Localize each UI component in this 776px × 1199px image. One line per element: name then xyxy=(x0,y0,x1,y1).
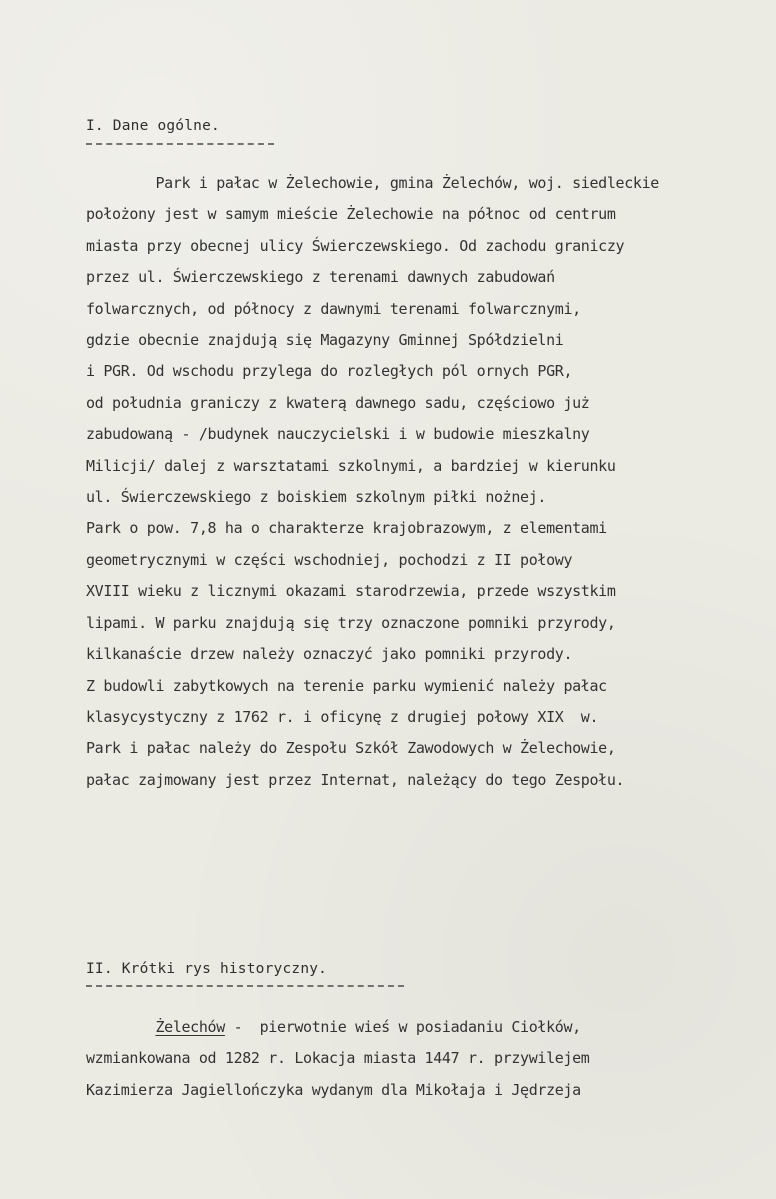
text-line: pałac zajmowany jest przez Internat, należący do tego Zespołu. xyxy=(86,770,625,789)
text-line: wzmiankowana od 1282 r. Lokacja miasta 1447 r. przywilejem xyxy=(86,1049,590,1068)
text-line: zabudowaną - /budynek nauczycielski i w budowie mieszkalny xyxy=(86,425,590,444)
text-line: od południa graniczy z kwaterą dawnego sadu, częściowo już xyxy=(86,393,590,412)
text-line xyxy=(86,1012,776,1043)
text-line: i PGR. Od wschodu przylega do rozległych pól ornych PGR, xyxy=(86,362,573,381)
text-line: kilkanaście drzew należy oznaczyć jako pomniki przyrody. xyxy=(86,645,573,664)
text-line: klasycystyczny z 1762 r. i oficynę z drugiej połowy XIX w. xyxy=(86,707,599,726)
text-line: Kazimierza Jagiellończyka wydanym dla Mikołaja i Jędrzeja xyxy=(86,1080,581,1099)
text-line: Park i pałac w Żelechowie, gmina Żelechów, woj. siedleckie xyxy=(86,174,659,192)
text-line: Z budowli zabytkowych na terenie parku wymienić należy pałac xyxy=(86,676,607,695)
text-line: lipami. W parku znajdują się trzy oznaczone pomniki przyrody, xyxy=(86,613,616,632)
heading-underline xyxy=(86,143,274,145)
text-line: Park i pałac należy do Zespołu Szkół Zawodowych w Żelechowie, xyxy=(86,739,616,758)
text-line: położony jest w samym mieście Żelechowie na północ od centrum xyxy=(86,205,616,224)
text-line: przez ul. Świerczewskiego z terenami dawnych zabudowań xyxy=(86,268,555,287)
history-paragraph xyxy=(86,1012,776,1106)
section-heading-history: II. Krótki rys historyczny. xyxy=(86,961,328,977)
text-line: Park o pow. 7,8 ha o charakterze krajobrazowym, z elementami xyxy=(86,519,607,538)
text-line: folwarcznych, od północy z dawnymi terenami folwarcznymi, xyxy=(86,299,581,318)
text-line: gdzie obecnie znajdują się Magazyny Gminnej Spółdzielni xyxy=(86,331,564,350)
text-fragment: - pierwotnie wieś w posiadaniu Ciołków, xyxy=(224,1018,581,1036)
text-line: miasta przy obecnej ulicy Świerczewskiego. Od zachodu graniczy xyxy=(86,236,625,255)
heading-underline xyxy=(86,985,404,987)
text-line: geometrycznymi w części wschodniej, pochodzi z II połowy xyxy=(86,550,573,569)
text-line: ul. Świerczewskiego z boiskiem szkolnym piłki nożnej. xyxy=(86,488,547,507)
section-heading-general: I. Dane ogólne. xyxy=(86,118,220,134)
town-name-underlined: Żelechów xyxy=(155,1018,225,1036)
text-line: Milicji/ dalej z warsztatami szkolnymi, a bardziej w kierunku xyxy=(86,456,616,475)
general-info-paragraph xyxy=(86,168,776,796)
text-line: XVIII wieku z licznymi okazami starodrzewia, przede wszystkim xyxy=(86,582,616,601)
